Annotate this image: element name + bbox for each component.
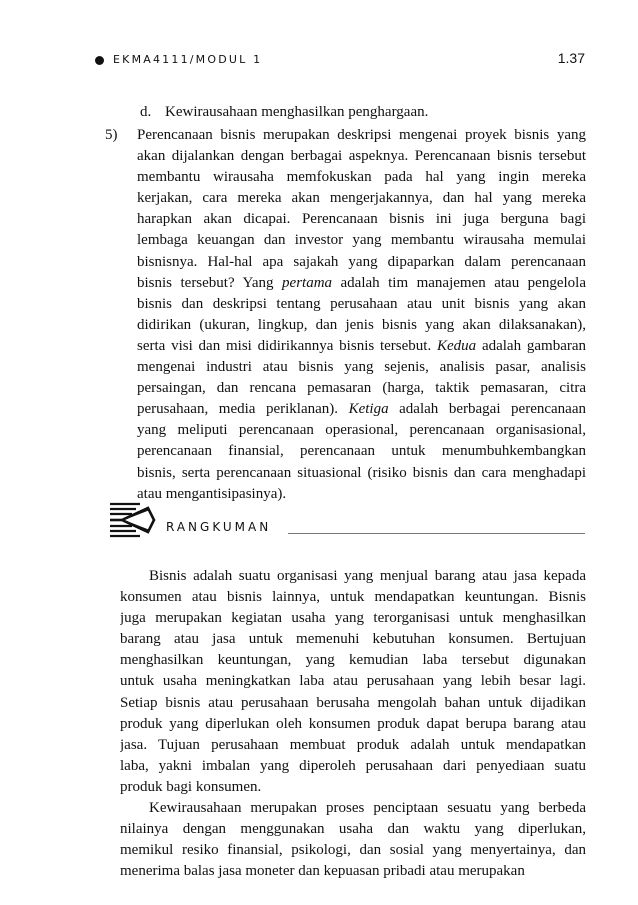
item-5-line: perencanaan finansial, perencanaan untuk menumbuhkembangkan	[137, 443, 586, 460]
summary-line: memikul resiko finansial, psikologi, dan sosial yang menyertainya, dan	[120, 842, 586, 859]
item-5-line: perusahaan, media periklanan). Ketiga adalah berbagai perencanaan	[137, 401, 586, 418]
list-item-d	[140, 102, 585, 123]
item-5-line: kerjakan, cara mereka akan mengerjakannya, dan hal yang mereka	[137, 190, 586, 207]
summary-line: Setiap bisnis atau perusahaan berusaha mengolah bahan untuk dijadikan	[120, 694, 586, 711]
list-item-5-number: 5)	[105, 127, 118, 143]
page-number: 1.37	[557, 50, 585, 66]
item-5-line: akan dijalankan dengan berbagai aspeknya. Perencanaan bisnis tersebut	[137, 148, 586, 165]
summary-line: menghasilkan keuntungan, yang kemudian laba tersebut digunakan	[120, 652, 586, 669]
summary-line: laba, yakni imbalan yang diperoleh perusahaan dari penyediaan suatu	[120, 757, 586, 774]
summary-body	[120, 566, 586, 882]
summary-heading	[108, 500, 585, 544]
item-5-line: didirikan (ukuran, lingkup, dan jenis bisnis yang akan dilaksanakan),	[137, 316, 586, 333]
item-5-line: mengenai industri atau bisnis yang sejenis, analisis pasar, analisis	[137, 359, 586, 376]
item-5-line: membantu wirausaha memfokuskan pada hal yang ingin mereka	[137, 169, 586, 186]
summary-line: produk bagi konsumen.	[120, 778, 262, 795]
item-5-line: yang meliputi perencanaan operasional, perencanaan organisasional,	[137, 422, 586, 439]
item-5-line: serta visi dan misi didirikannya bisnis tersebut. Kedua adalah gambaran	[137, 337, 586, 354]
pen-page-icon	[108, 500, 156, 540]
item-5-line: bisnisnya. Hal-hal apa sajakah yang dipaparkan dalam perencanaan	[137, 253, 586, 270]
summary-line: juga merupakan kegiatan usaha yang terorganisasi untuk menghasilkan	[120, 610, 586, 627]
item-5-line: bisnis tersebut? Yang pertama adalah tim manajemen atau pengelola	[137, 274, 586, 291]
list-item-d-text: Kewirausahaan menghasilkan penghargaan.	[165, 104, 429, 120]
item-5-line: persaingan, dan rencana pemasaran (harga, taktik pemasaran, citra	[137, 380, 586, 397]
summary-line: produk yang diperlukan oleh konsumen produk dapat berupa barang atau	[120, 715, 586, 732]
summary-line: nilainya dengan menggunakan usaha dan waktu yang diperlukan,	[120, 821, 586, 838]
running-head: EKMA4111/MODUL 1	[113, 53, 263, 66]
summary-line: untuk usaha meningkatkan laba atau perusahaan yang lebih besar lagi.	[120, 673, 586, 690]
summary-line: barang atau jasa untuk memenuhi kebutuhan konsumen. Bertujuan	[120, 631, 586, 648]
heading-rule	[288, 533, 585, 534]
summary-line: konsumen atau bisnis lainnya, untuk mendapatkan keuntungan. Bisnis	[120, 589, 586, 606]
item-5-line: atau mengantisipasinya).	[137, 485, 287, 502]
summary-line: menerima balas jasa moneter dan kepuasan pribadi atau merupakan	[120, 863, 525, 880]
item-5-line: Perencanaan bisnis merupakan deskripsi mengenai proyek bisnis yang	[137, 127, 586, 143]
list-item-5-body	[137, 125, 586, 505]
item-5-line: lembaga keuangan dan investor yang membantu wirausaha memulai	[137, 232, 586, 249]
bullet-icon	[95, 56, 104, 65]
item-5-line: bisnis, serta perencanaan situasional (risiko bisnis dan cara menghadapi	[137, 464, 586, 481]
summary-line: Kewirausahaan merupakan proses penciptaan sesuatu yang berbeda	[149, 800, 586, 817]
list-item-d-label: d.	[140, 104, 152, 120]
summary-line: Bisnis adalah suatu organisasi yang menjual barang atau jasa kepada	[149, 568, 586, 584]
item-5-line: bisnis dan deskripsi tentang perusahaan atau unit bisnis yang akan	[137, 295, 586, 312]
summary-line: jasa. Tujuan perusahaan membuat produk adalah untuk mendapatkan	[120, 736, 586, 753]
page-header	[95, 50, 585, 72]
item-5-line: harapkan akan dicapai. Perencanaan bisnis ini juga berguna bagi	[137, 211, 586, 228]
summary-title: RANGKUMAN	[166, 520, 272, 534]
